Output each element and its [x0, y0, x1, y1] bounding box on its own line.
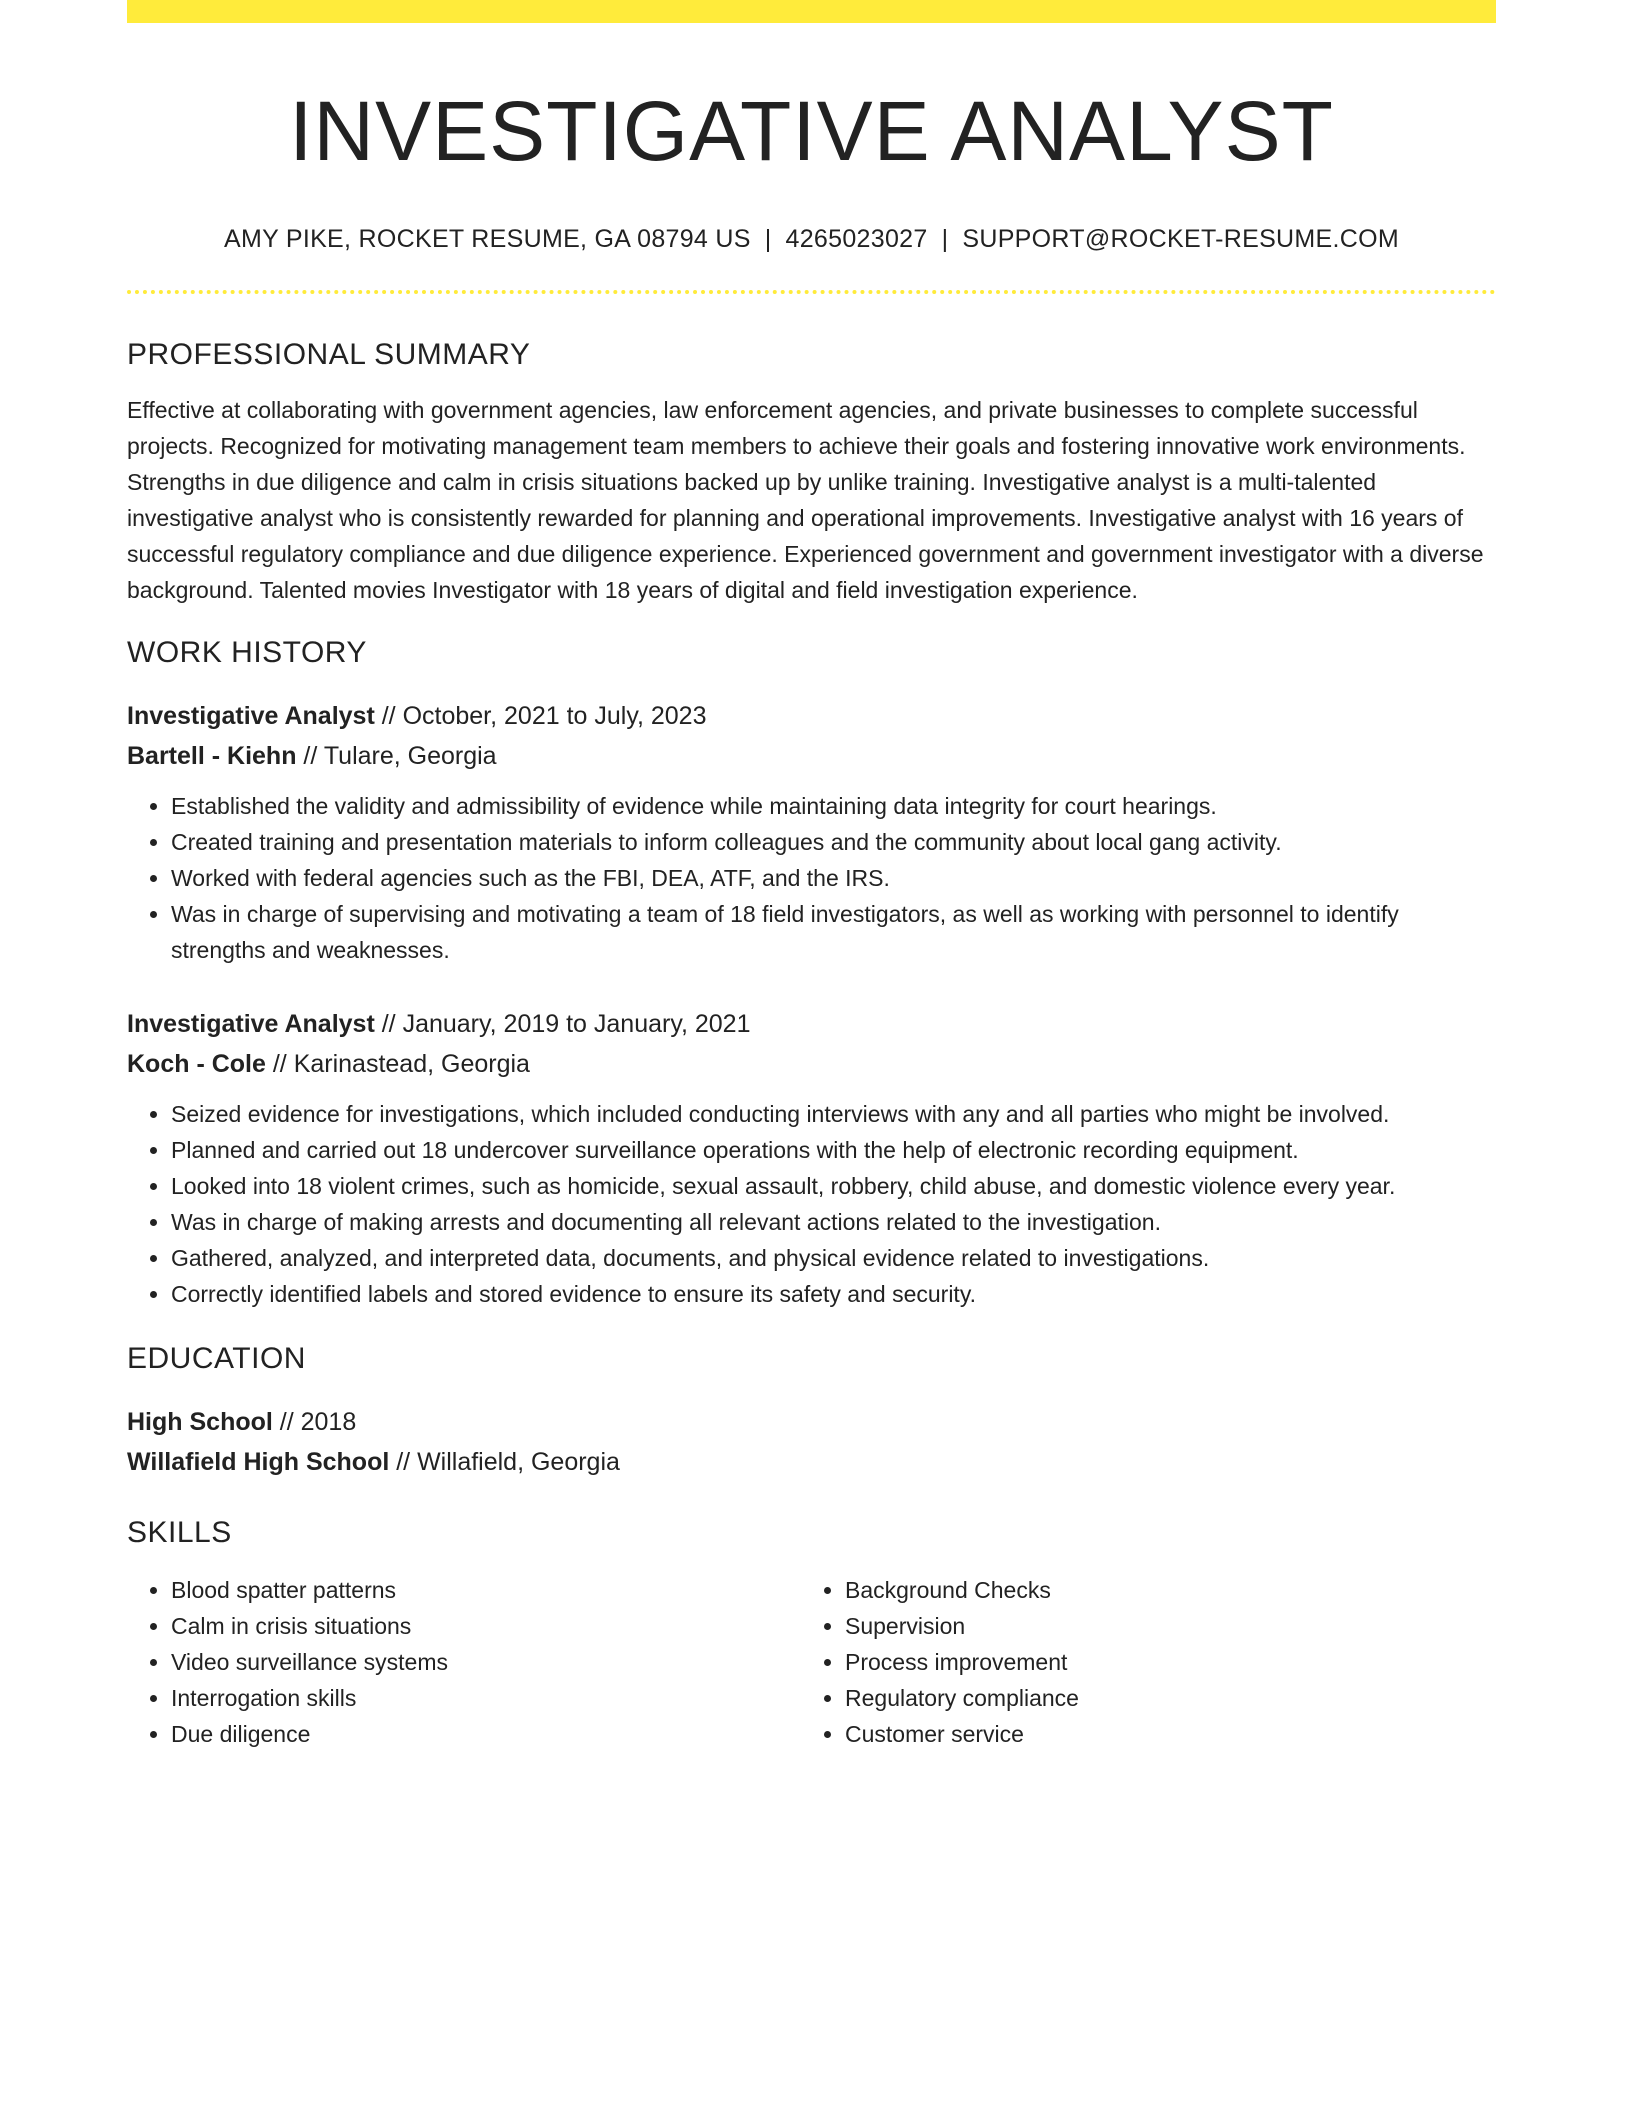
summary-heading: PROFESSIONAL SUMMARY	[127, 338, 531, 372]
skills-columns	[127, 1572, 1496, 1752]
job-bullets	[127, 1096, 1496, 1312]
job-dates: // January, 2019 to January, 2021	[374, 1010, 751, 1039]
work-history-heading: WORK HISTORY	[127, 636, 367, 670]
job-bullet: • Seized evidence for investigations, which included conducting interviews with any and all parties who might be involved.	[171, 1096, 1496, 1132]
resume-page	[127, 0, 1496, 1752]
job-bullet: • Planned and carried out 18 undercover surveillance operations with the help of electronic recording equipment.	[171, 1132, 1496, 1168]
contact-address: AMY PIKE, ROCKET RESUME, GA 08794 US	[223, 225, 751, 254]
skill-item: • Process improvement	[845, 1644, 1475, 1680]
job-company-line	[127, 736, 1496, 776]
job-location: // Tulare, Georgia	[296, 742, 497, 771]
contact-phone: 4265023027	[785, 225, 928, 254]
job-bullet: • Was in charge of supervising and motivating a team of 18 field investigators, as well as working with personnel to identify strengths and weaknesses.	[171, 896, 1496, 968]
job-bullet: • Correctly identified labels and stored evidence to ensure its safety and security.	[171, 1276, 1496, 1312]
skill-item: • Customer service	[845, 1716, 1475, 1752]
job-company: Koch - Cole	[127, 1050, 266, 1079]
skills-heading: SKILLS	[127, 1516, 232, 1550]
job-bullet: • Established the validity and admissibility of evidence while maintaining data integrity for court hearings.	[171, 788, 1496, 824]
job-location: // Karinastead, Georgia	[265, 1050, 530, 1079]
job-entry	[127, 1004, 1496, 1312]
job-bullet: • Gathered, analyzed, and interpreted data, documents, and physical evidence related to investigations.	[171, 1240, 1496, 1276]
job-title: Investigative Analyst	[127, 1010, 375, 1039]
dotted-divider	[127, 290, 1496, 294]
job-bullet: • Created training and presentation materials to inform colleagues and the community about local gang activity.	[171, 824, 1496, 860]
accent-bar	[127, 0, 1496, 23]
job-company: Bartell - Kiehn	[127, 742, 297, 771]
job-title-line	[127, 1004, 1496, 1044]
skill-item: • Regulatory compliance	[845, 1680, 1475, 1716]
job-dates: // October, 2021 to July, 2023	[374, 702, 707, 731]
education-entry	[127, 1402, 1496, 1482]
resume-title: INVESTIGATIVE ANALYST	[289, 84, 1334, 178]
skill-item: • Calm in crisis situations	[171, 1608, 801, 1644]
education-year: // 2018	[272, 1408, 357, 1437]
skill-item: • Supervision	[845, 1608, 1475, 1644]
skill-item: • Video surveillance systems	[171, 1644, 801, 1680]
job-title: Investigative Analyst	[127, 702, 375, 731]
skills-list-left	[127, 1572, 801, 1752]
skill-item: • Due diligence	[171, 1716, 801, 1752]
education-location: // Willafield, Georgia	[389, 1448, 620, 1477]
skill-item: • Blood spatter patterns	[171, 1572, 801, 1608]
education-heading: EDUCATION	[127, 1342, 306, 1376]
job-bullet: • Looked into 18 violent crimes, such as homicide, sexual assault, robbery, child abuse, and domestic violence every year.	[171, 1168, 1496, 1204]
education-school-line	[127, 1442, 1496, 1482]
job-entry	[127, 696, 1496, 968]
contact-line	[127, 225, 1496, 254]
job-company-line	[127, 1044, 1496, 1084]
summary-text: Effective at collaborating with government agencies, law enforcement agencies, and private businesses to complete successful projects. Recognized for motivating management team members to achieve their goals and fostering innovative work environments. Strengths in due diligence and calm in crisis situations backed up by unlike training. Investigative analyst is a multi-talented investigative analyst who is consistently rewarded for planning and operational improvements. Investigative analyst with 16 years of successful regulatory compliance and due diligence experience. Experienced government and government investigator with a diverse background. Talented movies Investigator with 18 years of digital and field investigation experience.	[127, 397, 1484, 604]
education-degree: High School	[127, 1408, 273, 1437]
contact-separator: |	[941, 225, 949, 254]
education-degree-line	[127, 1402, 1496, 1442]
job-bullet: • Worked with federal agencies such as the FBI, DEA, ATF, and the IRS.	[171, 860, 1496, 896]
job-title-line	[127, 696, 1496, 736]
job-bullets	[127, 788, 1496, 968]
skill-item: • Interrogation skills	[171, 1680, 801, 1716]
job-bullet: • Was in charge of making arrests and documenting all relevant actions related to the investigation.	[171, 1204, 1496, 1240]
contact-separator: |	[764, 225, 772, 254]
education-school: Willafield High School	[127, 1448, 390, 1477]
contact-email: SUPPORT@ROCKET-RESUME.COM	[962, 225, 1399, 254]
skill-item: • Background Checks	[845, 1572, 1475, 1608]
skills-list-right	[801, 1572, 1475, 1752]
